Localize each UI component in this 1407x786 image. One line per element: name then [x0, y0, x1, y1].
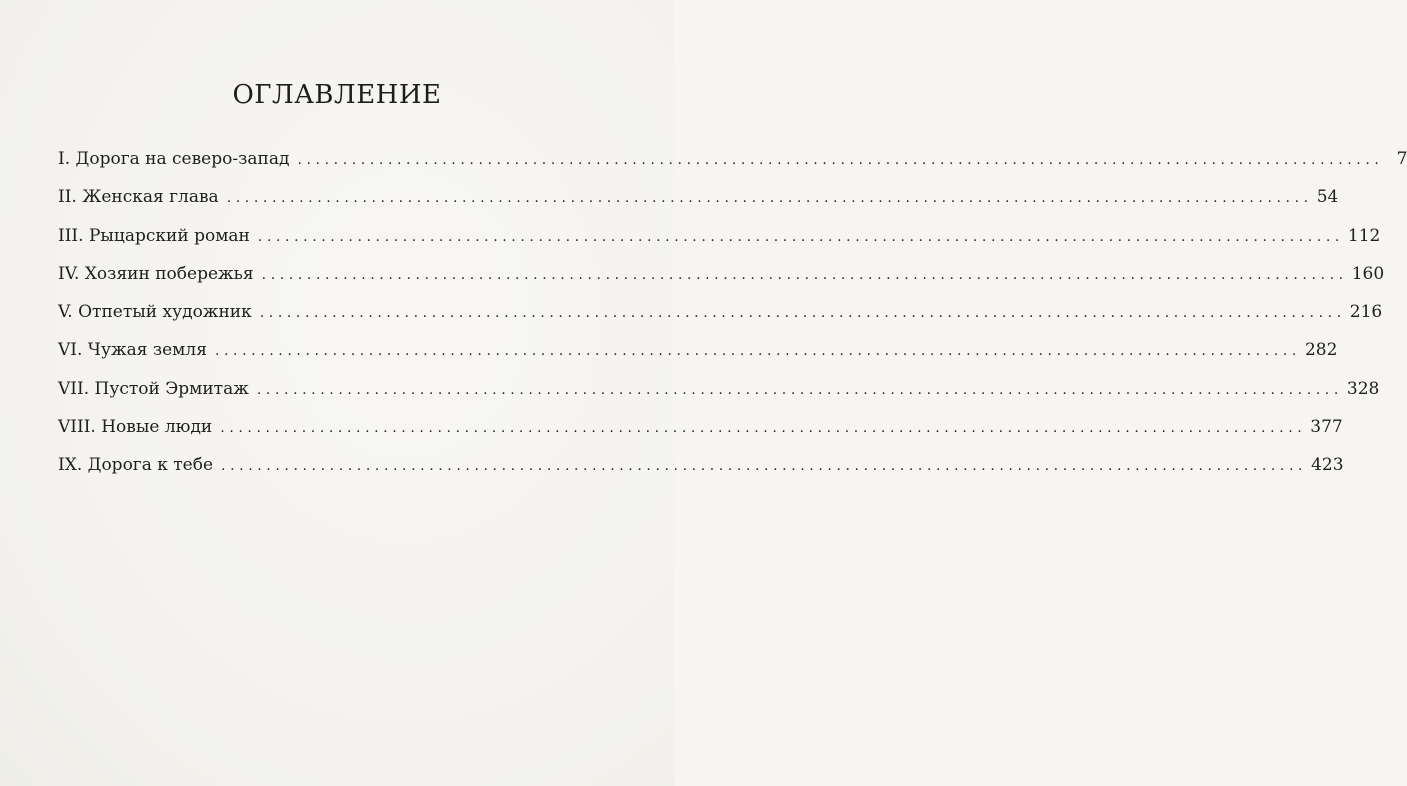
toc-entry[interactable] — [58, 184, 1339, 222]
toc-entry-page: 282 — [1304, 340, 1338, 361]
dot-leader: ........................................................................................................................ — [221, 458, 1308, 475]
toc-entry-page: 377 — [1310, 417, 1343, 438]
toc-entry-title: III. Рыцарский роман — [58, 225, 250, 246]
toc-entry-page: 216 — [1349, 302, 1383, 323]
toc-entry[interactable] — [58, 376, 1380, 414]
dot-leader: ........................................................................................................................ — [259, 305, 1346, 322]
toc-entry[interactable] — [58, 299, 1383, 337]
toc-entry-title: VI. Чужая земля — [58, 340, 207, 361]
dot-leader: ........................................................................................................................ — [214, 343, 1301, 360]
toc-entry-page: 54 — [1316, 187, 1339, 208]
toc-entry-title: VIII. Новые люди — [58, 417, 213, 438]
page-title: ОГЛАВЛЕНИЕ — [232, 80, 442, 110]
toc-entry[interactable] — [58, 146, 1407, 184]
toc-entry-page: 328 — [1346, 378, 1380, 399]
toc-entry-page: 423 — [1311, 455, 1344, 476]
toc-entry-title: IX. Дорога к тебе — [58, 455, 214, 476]
toc-entry-title: I. Дорога на северо-запад — [58, 149, 290, 169]
toc-entry-title: IV. Хозяин побережья — [58, 263, 254, 284]
dot-leader: ........................................................................................................................ — [220, 420, 1307, 437]
toc-entry[interactable] — [58, 223, 1381, 261]
dot-leader: ........................................................................................................................ — [226, 190, 1313, 207]
table-of-contents — [58, 146, 1407, 491]
toc-entry[interactable] — [58, 452, 1344, 490]
toc-entry-page: 160 — [1351, 263, 1385, 284]
toc-entry[interactable] — [58, 337, 1338, 375]
toc-entry-page: 112 — [1347, 225, 1381, 246]
dot-leader: ........................................................................................................................ — [297, 152, 1384, 168]
dot-leader: ........................................................................................................................ — [257, 228, 1344, 245]
toc-entry[interactable] — [58, 414, 1343, 452]
dot-leader: ........................................................................................................................ — [261, 266, 1348, 283]
toc-entry-title: II. Женская глава — [58, 187, 219, 208]
toc-entry-title: VII. Пустой Эрмитаж — [58, 378, 249, 399]
toc-entry-title: V. Отпетый художник — [58, 302, 252, 323]
toc-entry-page: 7 — [1396, 149, 1407, 169]
toc-entry[interactable] — [58, 261, 1385, 299]
dot-leader: ........................................................................................................................ — [256, 381, 1343, 398]
